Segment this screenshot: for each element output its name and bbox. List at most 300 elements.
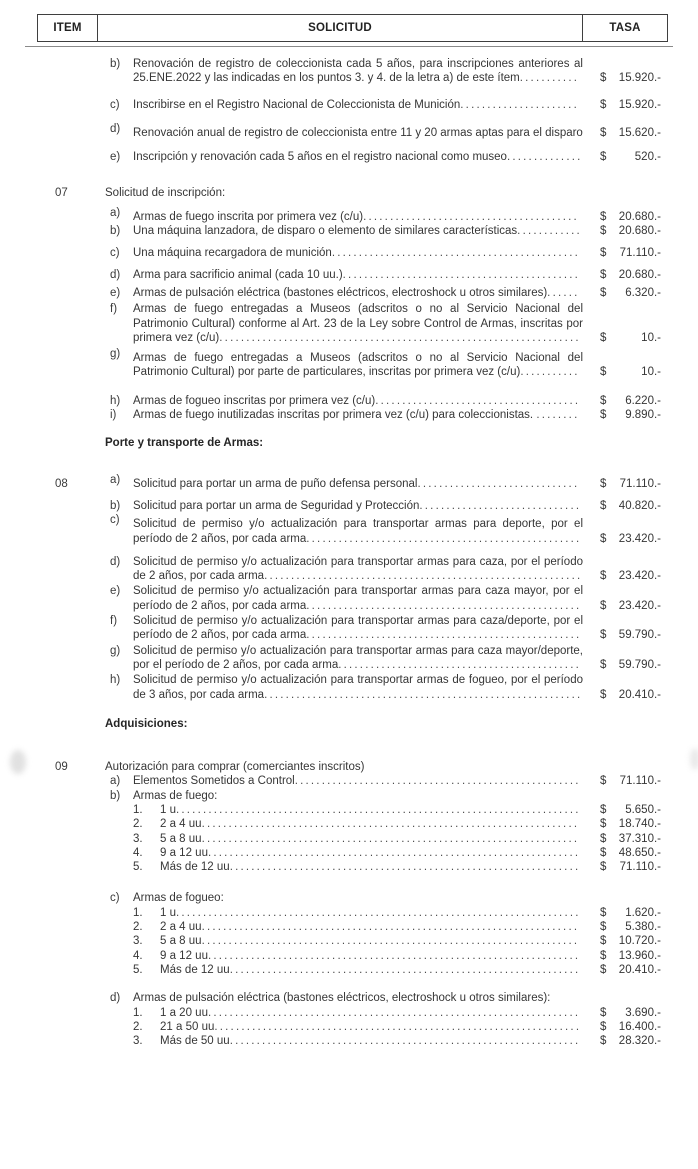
tasa-cell	[583, 394, 668, 408]
tasa-amount: 20.410.-	[618, 688, 661, 701]
entry-text-content: Solicitud de permiso y/o actualización para transportar armas para caza mayor, por el período de 2 años, por cada arma	[133, 585, 583, 612]
dot-leader: ......................................	[375, 394, 581, 407]
table-row	[0, 473, 698, 491]
tasa-cell	[583, 246, 668, 260]
entry-letter: g)	[110, 644, 121, 657]
tasa-amount: 15.620.-	[618, 126, 661, 139]
entry-text-content: 5 a 8 uu	[160, 832, 202, 845]
entry-text	[133, 302, 583, 345]
entry-text-content: Armas de pulsación eléctrica (bastones eléctricos, electroshock u otros similares):	[133, 992, 551, 1005]
tasa-cell	[583, 920, 668, 934]
tasa-amount: 20.410.-	[618, 963, 661, 976]
entry-text-content: Armas de fogueo:	[133, 892, 224, 905]
tasa-amount: 6.320.-	[625, 286, 661, 299]
tasa-cell	[583, 532, 668, 546]
currency-symbol: $	[600, 151, 607, 164]
currency-symbol: $	[600, 1006, 607, 1019]
tasa-cell	[583, 331, 668, 345]
dot-leader: ........................................	[363, 210, 579, 223]
table-row	[0, 224, 698, 238]
entry-text	[133, 891, 583, 905]
entry-text	[133, 150, 583, 164]
entry-letter: g)	[110, 348, 121, 361]
table-row	[0, 789, 698, 803]
tasa-amount: 10.-	[641, 331, 661, 344]
currency-symbol: $	[600, 394, 607, 407]
tasa-amount: 20.680.-	[618, 210, 661, 223]
table-row	[0, 1006, 698, 1020]
tasa-amount: 23.420.-	[618, 570, 661, 583]
tasa-amount: 5.650.-	[625, 803, 661, 816]
table-row	[0, 1020, 698, 1034]
currency-symbol: $	[600, 225, 607, 238]
table-row	[0, 408, 698, 422]
currency-symbol: $	[600, 72, 607, 85]
entry-text	[133, 934, 583, 948]
dot-leader: .............................................	[338, 658, 581, 671]
dot-leader: .....................................................	[294, 775, 581, 788]
entry-text	[133, 394, 583, 408]
entry-number: 2.	[133, 818, 143, 831]
header-cell-solicitud: SOLICITUD	[98, 15, 583, 41]
dot-leader: ......................................................................	[201, 921, 580, 934]
tasa-amount: 20.680.-	[618, 268, 661, 281]
entry-text-content: 2 a 4 uu	[160, 921, 202, 934]
entry-text-content: 5 a 8 uu	[160, 935, 202, 948]
dot-leader: .....................................................................	[207, 1006, 581, 1019]
entry-letter: d)	[110, 992, 121, 1005]
item-number: 07	[55, 187, 68, 200]
dot-leader: .....................................................................	[207, 949, 581, 962]
tasa-amount: 40.820.-	[618, 499, 661, 512]
currency-symbol: $	[600, 268, 607, 281]
currency-symbol: $	[600, 861, 607, 874]
currency-symbol: $	[600, 846, 607, 859]
tasa-cell	[583, 628, 668, 642]
tasa-cell	[583, 1006, 668, 1020]
table-row	[0, 934, 698, 948]
entry-text	[133, 614, 583, 643]
tasa-cell	[583, 846, 668, 860]
dot-leader: ......................................................................	[201, 818, 580, 831]
table-row	[0, 991, 698, 1005]
entry-letter: a)	[110, 775, 121, 788]
dot-leader: ......	[547, 286, 580, 299]
entry-text-content: Armas de fuego inutilizadas inscritas por primera vez (c/u) para coleccionistas.	[133, 409, 537, 422]
entry-letter: a)	[110, 206, 121, 219]
dot-leader: ...................................................	[306, 629, 582, 642]
fee-table-header	[37, 14, 668, 42]
entry-text	[133, 555, 583, 584]
table-row	[0, 514, 698, 546]
tasa-cell	[583, 906, 668, 920]
entry-text-content: 2 a 4 uu	[160, 818, 202, 831]
entry-number: 1.	[133, 803, 143, 816]
entry-letter: i)	[110, 409, 117, 422]
dot-leader: .....................................................................	[207, 846, 581, 859]
tasa-amount: 16.400.-	[618, 1020, 661, 1033]
table-row	[0, 644, 698, 673]
entry-letter: h)	[110, 394, 121, 407]
entry-text	[133, 860, 583, 874]
entry-text	[133, 126, 583, 140]
entry-letter: d)	[110, 122, 121, 135]
table-row	[0, 803, 698, 817]
tasa-cell	[583, 803, 668, 817]
tasa-cell	[583, 963, 668, 977]
entry-text-content: Armas de fuego entregadas a Museos (adscritos o no al Servicio Nacional del Patrimonio Cultural) por parte de particulares, inscritas por primera vez (c/u)	[133, 352, 583, 379]
dot-leader: ......................................................................	[201, 832, 580, 845]
entry-text-content: Armas de pulsación eléctrica (bastones eléctricos, electroshock u otros similares)	[133, 286, 548, 299]
entry-text-content: Solicitud de permiso y/o actualización para transportar armas para caza, por el período de 2 años, por cada arma	[133, 555, 583, 583]
entry-letter: e)	[110, 585, 121, 598]
entry-letter: b)	[110, 225, 121, 238]
entry-text	[133, 991, 583, 1005]
entry-text	[133, 920, 583, 934]
tasa-cell	[583, 569, 668, 583]
tasa-cell	[583, 1034, 668, 1048]
table-row	[0, 206, 698, 224]
entry-text-content: 1 u	[160, 803, 176, 816]
tasa-cell	[583, 1020, 668, 1034]
currency-symbol: $	[600, 409, 607, 422]
currency-symbol: $	[600, 286, 607, 299]
currency-symbol: $	[600, 688, 607, 701]
table-row	[0, 817, 698, 831]
dot-leader: ....................................................................	[214, 1020, 582, 1033]
tasa-amount: 23.420.-	[618, 532, 661, 545]
entry-letter: b)	[110, 499, 121, 512]
table-row	[0, 1034, 698, 1048]
entry-number: 3.	[133, 935, 143, 948]
entry-letter: d)	[110, 268, 121, 281]
table-row	[0, 499, 698, 513]
tasa-amount: 6.220.-	[625, 394, 661, 407]
dot-leader: ...........	[519, 72, 580, 85]
currency-symbol: $	[600, 803, 607, 816]
tasa-amount: 13.960.-	[618, 949, 661, 962]
entry-text-content: Armas de fuego entregadas a Museos (adscritos o no al Servicio Nacional del Patrimonio Cultural) conforme al Art. 23 de la Ley sobre Control de Armas, inscritas por primera vez (c/u)	[133, 303, 583, 344]
currency-symbol: $	[600, 477, 607, 490]
currency-symbol: $	[600, 832, 607, 845]
dot-leader: ......................	[460, 98, 579, 111]
dot-leader: ...................................................	[306, 532, 582, 545]
table-row	[0, 673, 698, 702]
entry-text	[133, 963, 583, 977]
tasa-cell	[583, 126, 668, 140]
entry-text	[133, 817, 583, 831]
currency-symbol: $	[600, 775, 607, 788]
tasa-amount: 1.620.-	[625, 906, 661, 919]
entry-text-content: Solicitud para portar un arma de puño defensa personal	[133, 477, 418, 490]
tasa-cell	[583, 210, 668, 224]
table-row	[0, 760, 698, 774]
entry-number: 1.	[133, 906, 143, 919]
tasa-cell	[583, 499, 668, 513]
entry-text-content: Solicitud para portar un arma de Seguridad y Protección	[133, 499, 420, 512]
entry-text-content: Elementos Sometidos a Control	[133, 775, 295, 788]
table-row	[0, 555, 698, 584]
entry-text-content: Más de 12 uu	[160, 963, 230, 976]
dot-leader: .................................................................	[229, 861, 581, 874]
entry-text	[133, 949, 583, 963]
item-intro-text: Autorización para comprar (comerciantes inscritos)	[105, 761, 365, 774]
entry-text	[133, 906, 583, 920]
tasa-cell	[583, 408, 668, 422]
table-row	[0, 906, 698, 920]
entry-text	[133, 789, 583, 803]
table-row	[0, 832, 698, 846]
dot-leader: .................................................................	[229, 963, 581, 976]
entry-number: 4.	[133, 949, 143, 962]
entry-letter: c)	[110, 247, 120, 260]
table-row	[0, 584, 698, 613]
table-row	[0, 949, 698, 963]
entry-text-content: 9 a 12 uu	[160, 949, 208, 962]
entry-letter: a)	[110, 473, 121, 486]
dot-leader: ............................................	[342, 268, 581, 281]
tasa-cell	[583, 774, 668, 788]
currency-symbol: $	[600, 366, 607, 379]
tasa-cell	[583, 224, 668, 238]
currency-symbol: $	[600, 126, 607, 139]
currency-symbol: $	[600, 499, 607, 512]
entry-letter: f)	[110, 303, 118, 316]
currency-symbol: $	[600, 921, 607, 934]
table-row	[0, 860, 698, 874]
dot-leader: ......................................................................	[201, 935, 580, 948]
entry-text	[133, 98, 583, 112]
currency-symbol: $	[600, 210, 607, 223]
table-row	[0, 846, 698, 860]
entry-text-content: Más de 12 uu	[160, 861, 230, 874]
entry-number: 3.	[133, 1035, 143, 1048]
dot-leader: ..............................................	[331, 247, 581, 260]
table-row	[0, 717, 698, 731]
tasa-amount: 59.790.-	[618, 629, 661, 642]
table-row	[0, 394, 698, 408]
table-row	[0, 122, 698, 140]
entry-text	[133, 286, 583, 300]
entry-text	[133, 517, 583, 546]
currency-symbol: $	[600, 1020, 607, 1033]
entry-text-content: 9 a 12 uu	[160, 846, 208, 859]
entry-text-content: Armas de fogueo inscritas por primera vez (c/u)	[133, 394, 376, 407]
entry-text	[133, 408, 583, 422]
header-cell-tasa: TASA	[609, 21, 641, 34]
table-row	[0, 774, 698, 788]
item-number: 08	[55, 477, 68, 490]
entry-letter: c)	[110, 892, 120, 905]
entry-letter: h)	[110, 674, 121, 687]
dot-leader: ...................................................................	[219, 331, 581, 344]
tasa-amount: 71.110.-	[619, 477, 661, 490]
fee-rows-container	[0, 46, 698, 1048]
entry-text	[133, 246, 583, 260]
entry-text-content: Inscribirse en el Registro Nacional de Coleccionista de Munición	[133, 98, 461, 111]
dot-leader: ...........	[520, 366, 580, 379]
entry-letter: b)	[110, 789, 121, 802]
dot-leader: ...........................................................................	[176, 803, 581, 816]
tasa-amount: 9.890.-	[625, 409, 661, 422]
currency-symbol: $	[600, 818, 607, 831]
tasa-cell	[583, 688, 668, 702]
tasa-amount: 71.110.-	[619, 861, 661, 874]
entry-number: 3.	[133, 832, 143, 845]
dot-leader: ........	[536, 409, 580, 422]
tasa-amount: 28.320.-	[618, 1035, 661, 1048]
currency-symbol: $	[600, 532, 607, 545]
dot-leader: ...................................................	[306, 599, 582, 612]
entry-number: 5.	[133, 861, 143, 874]
entry-text	[133, 644, 583, 673]
currency-symbol: $	[600, 570, 607, 583]
tasa-amount: 15.920.-	[618, 98, 661, 111]
tasa-amount: 48.650.-	[618, 846, 661, 859]
tasa-amount: 10.-	[641, 366, 661, 379]
entry-text	[133, 499, 583, 513]
entry-text-content: 1 a 20 uu	[160, 1006, 208, 1019]
entry-text	[133, 351, 583, 380]
currency-symbol: $	[600, 247, 607, 260]
tasa-cell	[583, 71, 668, 85]
table-row	[0, 186, 698, 200]
currency-symbol: $	[600, 658, 607, 671]
entry-letter: f)	[110, 615, 118, 628]
entry-text	[133, 1006, 583, 1020]
tasa-amount: 71.110.-	[619, 775, 661, 788]
entry-text-content: 1 u	[160, 906, 176, 919]
tasa-amount: 520.-	[634, 151, 661, 164]
entry-letter: b)	[110, 58, 121, 70]
tasa-amount: 18.740.-	[618, 818, 661, 831]
tasa-cell	[583, 817, 668, 831]
entry-text-content: Solicitud de permiso y/o actualización para transportar armas de fogueo, por el período de 3 años, por cada arma	[133, 674, 583, 701]
tasa-cell	[583, 832, 668, 846]
entry-text-content: Armas de fuego inscrita por primera vez (c/u)	[133, 210, 364, 223]
tasa-amount: 10.720.-	[618, 935, 661, 948]
tasa-cell	[583, 658, 668, 672]
entry-text-content: Renovación anual de registro de coleccionista entre 11 y 20 armas aptas para el disparo	[133, 126, 583, 139]
tasa-amount: 5.380.-	[625, 921, 661, 934]
dot-leader: ..............................	[417, 477, 580, 490]
entry-text	[133, 268, 583, 282]
entry-number: 2.	[133, 921, 143, 934]
entry-text-content: Más de 50 uu	[160, 1035, 230, 1048]
scan-artifact-left	[10, 750, 26, 774]
table-row	[0, 348, 698, 380]
tasa-amount: 59.790.-	[618, 658, 661, 671]
entry-text-content: Solicitud de permiso y/o actualización para transportar armas para deporte, por el período de 2 años, por cada arma	[133, 518, 583, 545]
currency-symbol: $	[600, 629, 607, 642]
table-row	[0, 57, 698, 86]
entry-number: 4.	[133, 846, 143, 859]
dot-leader: ............	[517, 225, 582, 238]
entry-text-content: Inscripción y renovación cada 5 años en el registro nacional como museo	[133, 151, 507, 164]
entry-text	[133, 846, 583, 860]
entry-text	[133, 832, 583, 846]
entry-text	[133, 774, 583, 788]
tasa-cell	[583, 286, 668, 300]
dot-leader: ...........................................................	[264, 570, 583, 583]
tasa-cell	[583, 934, 668, 948]
header-cell-item: ITEM	[38, 15, 98, 41]
table-row	[0, 98, 698, 112]
table-row	[0, 286, 698, 300]
tasa-amount: 20.680.-	[618, 225, 661, 238]
currency-symbol: $	[600, 98, 607, 111]
entry-text-content: 21 a 50 uu	[160, 1020, 215, 1033]
section-heading: Adquisiciones:	[105, 717, 188, 730]
entry-text	[133, 584, 583, 613]
currency-symbol: $	[600, 1035, 607, 1048]
table-row	[0, 614, 698, 643]
currency-symbol: $	[600, 906, 607, 919]
entry-text	[133, 477, 583, 491]
section-heading: Porte y transporte de Armas:	[105, 437, 264, 450]
entry-letter: d)	[110, 555, 121, 568]
table-row	[0, 302, 698, 345]
table-row	[0, 891, 698, 905]
dot-leader: ..............................	[419, 499, 582, 512]
tasa-cell	[583, 150, 668, 164]
tasa-amount: 71.110.-	[619, 247, 661, 260]
table-row	[0, 436, 698, 450]
currency-symbol: $	[600, 963, 607, 976]
entry-text	[133, 210, 583, 224]
currency-symbol: $	[600, 935, 607, 948]
tasa-amount: 37.310.-	[618, 832, 661, 845]
entry-letter: e)	[110, 286, 121, 299]
entry-text	[133, 224, 583, 238]
entry-text-content: Armas de fuego:	[133, 789, 218, 802]
table-row	[0, 920, 698, 934]
tasa-amount: 15.920.-	[618, 72, 661, 85]
entry-number: 1.	[133, 1006, 143, 1019]
tasa-amount: 23.420.-	[618, 599, 661, 612]
tasa-cell	[583, 365, 668, 379]
entry-text-content: Una máquina recargadora de munición	[133, 247, 332, 260]
table-row	[0, 150, 698, 164]
entry-text	[133, 1034, 583, 1048]
tasa-cell	[583, 98, 668, 112]
table-row	[0, 268, 698, 282]
tasa-cell	[583, 268, 668, 282]
entry-text-content: Solicitud de permiso y/o actualización para transportar armas para caza/deporte, por el período de 2 años, por cada arma	[133, 615, 583, 642]
currency-symbol: $	[600, 599, 607, 612]
currency-symbol: $	[600, 331, 607, 344]
entry-text	[133, 803, 583, 817]
tasa-cell	[583, 949, 668, 963]
tasa-cell	[583, 599, 668, 613]
item-number: 09	[55, 761, 68, 774]
entry-text-content: Solicitud de permiso y/o actualización para transportar armas para caza mayor/deporte, por el período de 2 años, por cada arma	[133, 644, 583, 671]
table-row	[0, 246, 698, 260]
entry-text-content: Arma para sacrificio animal (cada 10 uu.)	[133, 268, 343, 281]
dot-leader: ..............	[506, 151, 583, 164]
tasa-cell	[583, 477, 668, 491]
entry-letter: c)	[110, 514, 120, 527]
tasa-cell	[583, 860, 668, 874]
entry-letter: c)	[110, 98, 120, 111]
scan-artifact-right	[690, 748, 698, 770]
dot-leader: .................................................................	[229, 1035, 581, 1048]
item-intro-text: Solicitud de inscripción:	[105, 187, 226, 200]
entry-text	[133, 57, 583, 86]
entry-number: 5.	[133, 963, 143, 976]
entry-text-content: Una máquina lanzadora, de disparo o elemento de similares características	[133, 225, 518, 238]
tasa-amount: 3.690.-	[625, 1006, 661, 1019]
